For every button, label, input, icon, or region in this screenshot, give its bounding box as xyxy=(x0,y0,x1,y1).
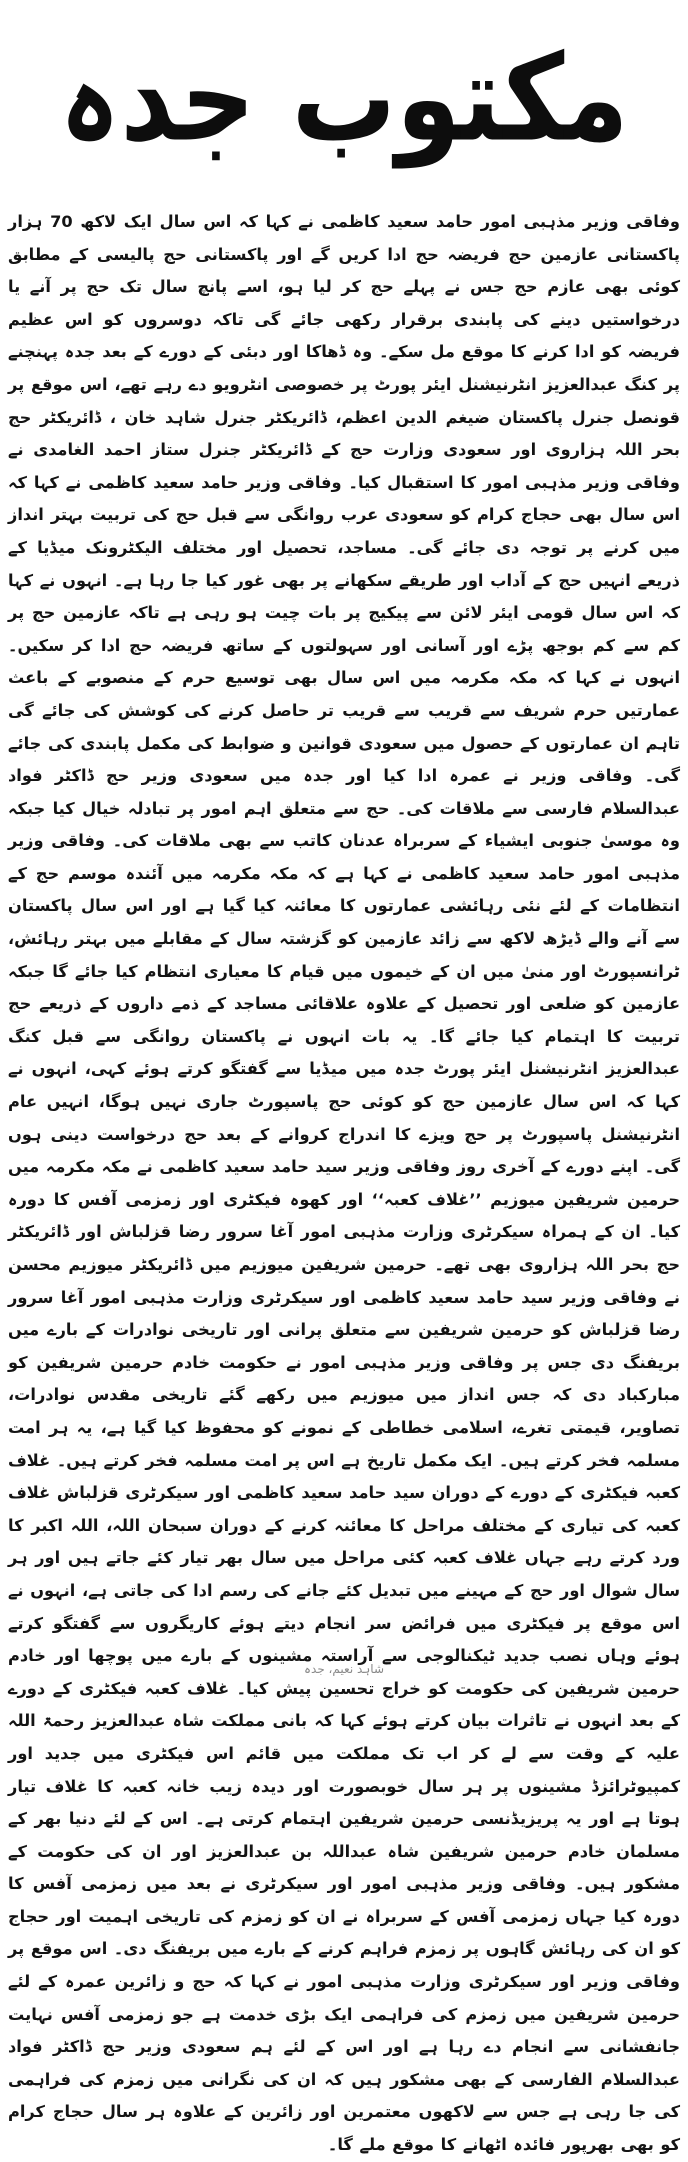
column-title: مکتوب جدہ xyxy=(59,27,629,169)
masthead xyxy=(0,0,688,196)
article-body: وفاقی وزیر مذہبی امور حامد سعید کاظمی نے کہا کہ اس سال ایک لاکھ 70 ہزار پاکستانی عازمین حج فریضہ حج ادا کریں گے اور پاکستانی حج پالیسی کے مطابق کوئی بھی عازم حج جس نے پہلے حج کر لیا ہو، اسے پانچ سال تک حج پر آنے یا درخواستیں دینے کی پابندی برقرار رکھی جائے گی تاکہ دوسروں کو اس عظیم فریضہ کو ادا کرنے کا موقع مل سکے۔ وہ ڈھاکا اور دبئی کے دورے کے بعد جدہ پہنچنے پر کنگ عبدالعزیز انٹرنیشنل ایئر پورٹ پر خصوصی انٹرویو دے رہے تھے، اس موقع پر قونصل جنرل پاکستان ضیغم الدین اعظم، ڈائریکٹر جنرل شاہد خان ، ڈائریکٹر حج بحر اللہ ہزاروی اور سعودی وزارت حج کے ڈائریکٹر جنرل ستاز احمد الغامدی نے وفاقی وزیر مذہبی امور کا استقبال کیا۔ وفاقی وزیر حامد سعید کاظمی نے کہا کہ اس سال بھی حجاج کرام کو سعودی عرب روانگی سے قبل حج کی تربیت بہتر انداز میں کرنے پر توجہ دی جائے گی۔ مساجد، تحصیل اور مختلف الیکٹرونک میڈیا کے ذریعے انہیں حج کے آداب اور طریقے سکھانے پر بھی غور کیا جا رہا ہے۔ انہوں نے کہا کہ اس سال قومی ایئر لائن سے پیکیج پر بات چیت ہو رہی ہے تاکہ عازمین حج پر کم سے کم بوجھ پڑے اور آسانی اور سہولتوں کے ساتھ فریضہ حج ادا کر سکیں۔ انہوں نے کہا کہ مکہ مکرمہ میں اس سال بھی توسیع حرم کے منصوبے کے باعث عمارتیں حرم شریف سے قریب سے قریب تر حاصل کرنے کی کوشش کی جائے گی تاہم ان عمارتوں کے حصول میں سعودی قوانین و ضوابط کی مکمل پابندی کی جائے گی۔ وفاقی وزیر نے عمرہ ادا کیا اور جدہ میں سعودی وزیر حج ڈاکٹر فواد عبدالسلام فارسی سے ملاقات کی۔ حج سے متعلق اہم امور پر تبادلہ خیال کیا جبکہ وہ موسیٰ جنوبی ایشیاء کے سربراہ عدنان کاتب سے بھی ملاقات کی۔ وفاقی وزیر مذہبی امور حامد سعید کاظمی نے کہا ہے کہ مکہ مکرمہ میں آئندہ موسم حج کے انتظامات کے لئے نئی رہائشی عمارتوں کا معائنہ کیا گیا ہے اور اس سال پاکستان سے آنے والے ڈیڑھ لاکھ سے زائد عازمین کو گزشتہ سال کے مقابلے میں بہتر رہائش، ٹرانسپورٹ اور منیٰ میں ان کے خیموں میں قیام کا معیاری انتظام کیا جائے گا جبکہ عازمین کو ضلعی اور تحصیل کے علاوہ علاقائی مساجد کے ذمے داروں کے ذریعے حج تربیت کا اہتمام کیا جائے گا۔ یہ بات انہوں نے پاکستان روانگی سے قبل کنگ عبدالعزیز انٹرنیشنل ایئر پورٹ جدہ میں میڈیا سے گفتگو کرتے ہوئے کہی، انہوں نے کہا کہ اس سال عازمین حج کو کوئی حج پاسپورٹ جاری نہیں ہوگا، انہیں عام انٹرنیشنل پاسپورٹ پر حج ویزے کا اندراج کروانے کے بعد حج درخواست دینی ہوں گی۔ اپنے دورے کے آخری روز وفاقی وزیر سید حامد سعید کاظمی نے مکہ مکرمہ میں حرمین شریفین میوزیم ’’غلاف کعبہ‘‘ اور کھوہ فیکٹری اور زمزمی آفس کا دورہ کیا۔ ان کے ہمراہ سیکرٹری وزارت مذہبی امور آغا سرور رضا قزلباش اور ڈائریکٹر حج بحر اللہ ہزاروی بھی تھے۔ حرمین شریفین میوزیم میں ڈائریکٹر میوزیم محسن نے وفاقی وزیر سید حامد سعید کاظمی اور سیکرٹری وزارت مذہبی امور آغا سرور رضا قزلباش کو حرمین شریفین سے متعلق پرانی اور تاریخی نوادرات کے بارے میں بریفنگ دی جس پر وفاقی وزیر مذہبی امور نے حکومت خادم حرمین شریفین کو مبارکباد دی کہ جس انداز میں میوزیم میں رکھے گئے تاریخی مقدس نوادرات، تصاویر، قیمتی تغرے، اسلامی خطاطی کے نمونے کو محفوظ کیا گیا ہے، یہ ہر امت مسلمہ فخر کرتے ہیں۔ ایک مکمل تاریخ ہے اس پر امت مسلمہ فخر کرتے ہیں۔ غلاف کعبہ فیکٹری کے دورے کے دوران سید حامد سعید کاظمی اور سیکرٹری قزلباش غلاف کعبہ کی تیاری کے مختلف مراحل کا معائنہ کرنے کے دوران سبحان اللہ، اللہ اکبر کا ورد کرتے رہے جہاں غلاف کعبہ کئی مراحل میں سال بھر تیار کئے جاتے ہیں اور ہر سال شوال اور حج کے مہینے میں تبدیل کئے جانے کی رسم ادا کی جاتی ہے، انہوں نے اس موقع پر فیکٹری میں فرائض سر انجام دیتے ہوئے کاریگروں سے گفتگو کرتے ہوئے وہاں نصب جدید ٹیکنالوجی سے آراستہ مشینوں کے بارے میں پوچھا اور خادم حرمین شریفین کی حکومت کو خراج تحسین پیش کیا۔ غلاف کعبہ فیکٹری کے دورے کے بعد انہوں نے تاثرات بیان کرتے ہوئے کہا کہ بانی مملکت شاہ عبدالعزیز رحمۃ اللہ علیہ کے وقت سے لے کر اب تک مملکت میں قائم اس فیکٹری میں جدید اور کمپیوٹرائزڈ مشینوں پر ہر سال خوبصورت اور دیدہ زیب خانہ کعبہ کا غلاف تیار ہوتا ہے اور یہ پریزیڈنسی حرمین شریفین اہتمام کرتی ہے۔ اس کے لئے دنیا بھر کے مسلمان خادم حرمین شریفین شاہ عبداللہ بن عبدالعزیز اور ان کی حکومت کے مشکور ہیں۔ وفاقی وزیر مذہبی امور اور سیکرٹری نے بعد میں زمزمی آفس کا دورہ کیا جہاں زمزمی آفس کے سربراہ نے ان کو زمزم کی تاریخی اہمیت اور حجاج کو ان کی رہائش گاہوں پر زمزم فراہم کرنے کے بارے میں بریفنگ دی۔ اس موقع پر وفاقی وزیر اور سیکرٹری وزارت مذہبی امور نے کہا کہ حج و زائرین عمرہ کے لئے حرمین شریفین میں زمزم کی فراہمی ایک بڑی خدمت ہے جو زمزمی آفس نہایت جانفشانی سے انجام دے رہا ہے اور اس کے لئے ہم سعودی وزیر حج ڈاکٹر فواد عبدالسلام الفارسی کے بھی مشکور ہیں کہ ان کی نگرانی میں زمزم کی فراہمی کی جا رہی ہے جس سے لاکھوں معتمرین اور زائرین کے علاوہ ہر سال حجاج کرام کو بھی بھرپور فائدہ اٹھانے کا موقع ملے گا۔ xyxy=(8,212,680,2155)
byline: شاہد نعیم، جدہ xyxy=(303,1662,385,1676)
